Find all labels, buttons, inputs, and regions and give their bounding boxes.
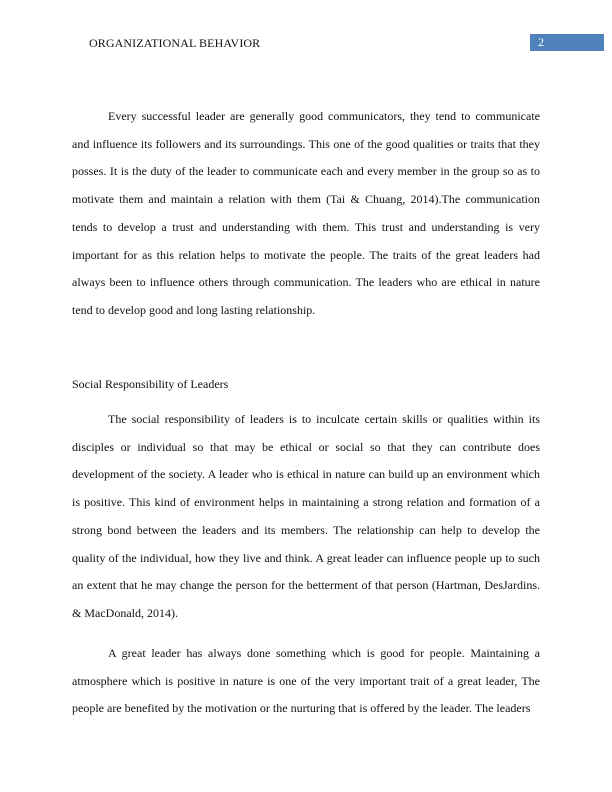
body-paragraph-1: Every successful leader are generally good communicators, they tend to communicate and influence its followers and its surroundings. This one of the good qualities or traits that they posses. It is the duty of the leader to communicate each and every member in the group so as to motivate them and maintain a relation with them (Tai & Chuang, 2014).The communication tends to develop a trust and understanding with them. This trust and understanding is very important for as this relation helps to motivate the people. The traits of the great leaders had always been to influence others through communication. The leaders who are ethical in nature tend to develop good and long lasting relationship. bbox=[72, 109, 540, 317]
section-heading: Social Responsibility of Leaders bbox=[72, 377, 229, 391]
page-number: 2 bbox=[538, 35, 544, 49]
page-number-bar bbox=[530, 34, 604, 51]
running-head: ORGANIZATIONAL BEHAVIOR bbox=[89, 36, 261, 50]
body-paragraph-2: The social responsibility of leaders is to inculcate certain skills or qualities within its disciples or individual so that may be ethical or social so that they can contribute does development of the society. A leader who is ethical in nature can build up an environment which is positive. This kind of environment helps in maintaining a strong relation and formation of a strong bond between the leaders and its members. The relationship can help to develop the quality of the individual, how they live and think. A great leader can influence people up to such an extent that he may change the person for the betterment of that person (Hartman, DesJardins. & MacDonald, 2014). bbox=[72, 412, 540, 620]
body-paragraph-3: A great leader has always done something which is good for people. Maintaining a atmosphere which is positive in nature is one of the very important trait of a great leader, The people are benefited by the motivation or the nurturing that is offered by the leader. The leaders bbox=[72, 646, 540, 716]
